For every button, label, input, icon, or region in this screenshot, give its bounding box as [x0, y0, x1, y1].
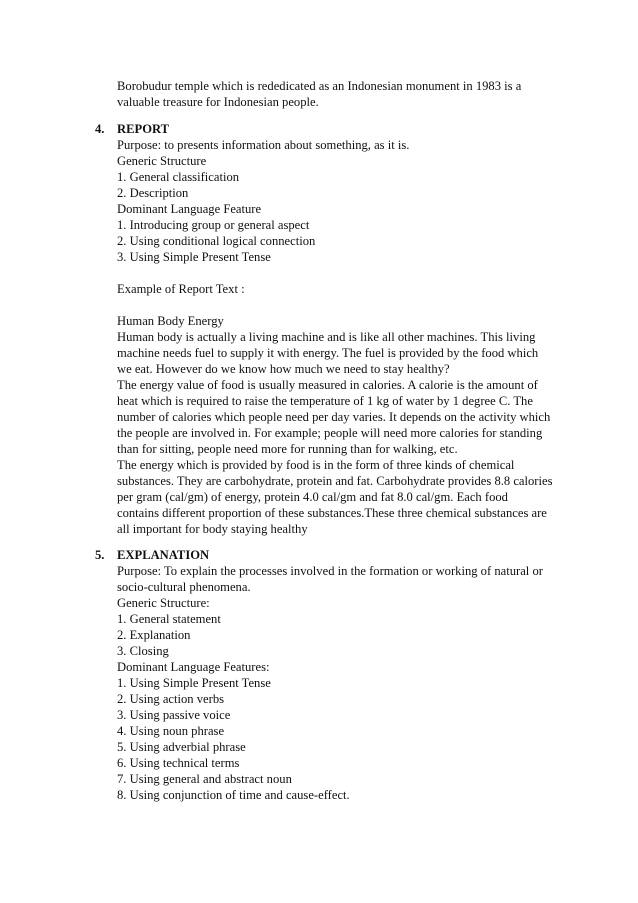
section-line: Purpose: to presents information about something, as it is. [117, 138, 410, 152]
example-line: all important for body staying healthy [117, 522, 308, 536]
example-line: The energy which is provided by food is in the form of three kinds of chemical [117, 458, 515, 472]
section-line: Purpose: To explain the processes involved in the formation or working of natural or [117, 564, 543, 578]
section-line: Dominant Language Features: [117, 660, 270, 674]
intro-line: Borobudur temple which is rededicated as an Indonesian monument in 1983 is a [117, 79, 522, 93]
section-title: EXPLANATION [117, 548, 210, 562]
example-title: Human Body Energy [117, 314, 224, 328]
section-line: 5. Using adverbial phrase [117, 740, 246, 754]
section-report [117, 121, 587, 537]
example-line: we eat. However do we know how much we need to stay healthy? [117, 362, 450, 376]
section-line: 1. Introducing group or general aspect [117, 218, 310, 232]
blank-line [117, 297, 587, 313]
section-line: 6. Using technical terms [117, 756, 240, 770]
example-line: Human body is actually a living machine and is like all other machines. This living [117, 330, 536, 344]
section-line: Generic Structure: [117, 596, 210, 610]
section-line: 2. Explanation [117, 628, 191, 642]
section-line: 8. Using conjunction of time and cause-effect. [117, 788, 350, 802]
section-line: Generic Structure [117, 154, 207, 168]
section-line: 1. General statement [117, 612, 221, 626]
section-line: 1. Using Simple Present Tense [117, 676, 271, 690]
section-number: 4. [95, 122, 105, 136]
intro-paragraph [117, 78, 587, 110]
section-line: socio-cultural phenomena. [117, 580, 251, 594]
section-line: 7. Using general and abstract noun [117, 772, 292, 786]
section-number: 5. [95, 548, 105, 562]
intro-line: valuable treasure for Indonesian people. [117, 95, 319, 109]
section-line: 4. Using noun phrase [117, 724, 225, 738]
example-line: heat which is required to raise the temperature of 1 kg of water by 1 degree C. The [117, 394, 533, 408]
section-line: 3. Using passive voice [117, 708, 231, 722]
section-line: 3. Using Simple Present Tense [117, 250, 271, 264]
section-title: REPORT [117, 122, 170, 136]
example-line: per gram (cal/gm) of energy, protein 4.0 cal/gm and fat 8.0 cal/gm. Each food [117, 490, 508, 504]
section-explanation [117, 547, 587, 803]
section-line: 3. Closing [117, 644, 169, 658]
blank-line [117, 265, 587, 281]
section-line: 1. General classification [117, 170, 240, 184]
example-line: The energy value of food is usually measured in calories. A calorie is the amount of [117, 378, 538, 392]
section-line: Dominant Language Feature [117, 202, 262, 216]
example-line: substances. They are carbohydrate, protein and fat. Carbohydrate provides 8.8 calories [117, 474, 553, 488]
example-label: Example of Report Text : [117, 282, 245, 296]
section-line: 2. Using conditional logical connection [117, 234, 316, 248]
section-line: 2. Using action verbs [117, 692, 225, 706]
example-line: the people are involved in. For example; people will need more calories for standing [117, 426, 543, 440]
example-line: than for sitting, people need more for running than for walking, etc. [117, 442, 458, 456]
example-line: number of calories which people need per day varies. It depends on the activity which [117, 410, 551, 424]
example-line: contains different proportion of these substances.These three chemical substances are [117, 506, 547, 520]
section-line: 2. Description [117, 186, 189, 200]
example-line: machine needs fuel to supply it with energy. The fuel is provided by the food which [117, 346, 539, 360]
